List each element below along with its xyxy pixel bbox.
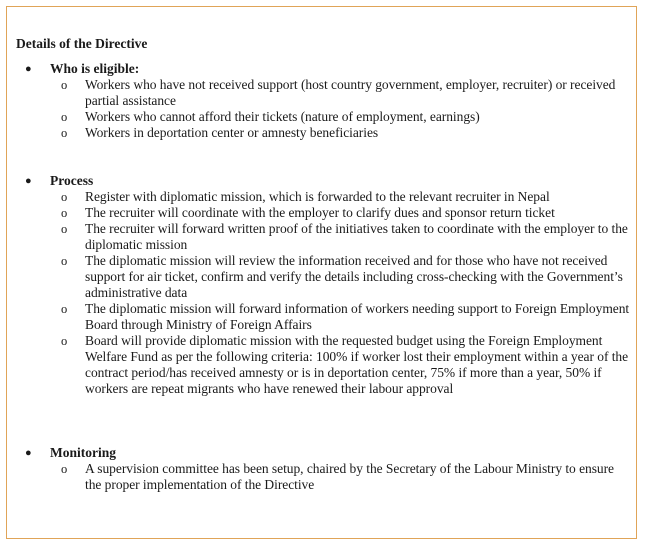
list-item-text: Workers who have not received support (host country government, employer, recruiter) or received partial assistance bbox=[85, 77, 616, 108]
bullet-icon: ● bbox=[25, 175, 32, 187]
section-label: Monitoring bbox=[50, 445, 116, 460]
sub-bullet-icon: o bbox=[61, 222, 68, 236]
sub-bullet-icon: o bbox=[61, 110, 68, 124]
list-item-text: The recruiter will forward written proof of the initiatives taken to coordinate with the employer to the diplomatic mission bbox=[85, 221, 628, 252]
section-label: Who is eligible: bbox=[50, 61, 140, 76]
sub-bullet-icon: o bbox=[61, 254, 68, 268]
document-title: Details of the Directive bbox=[16, 36, 148, 51]
sub-bullet-icon: o bbox=[61, 78, 68, 92]
section-heading bbox=[0, 61, 640, 77]
sub-list bbox=[0, 461, 640, 493]
section-heading bbox=[0, 173, 640, 189]
list-item bbox=[0, 301, 640, 333]
sub-bullet-icon: o bbox=[61, 302, 68, 316]
sub-bullet-icon: o bbox=[61, 462, 68, 476]
list-item-text: The recruiter will coordinate with the employer to clarify dues and sponsor return ticket bbox=[85, 205, 555, 220]
list-item-text: The diplomatic mission will forward information of workers needing support to Foreign Employment Board through Ministry of Foreign Affairs bbox=[85, 301, 630, 332]
list-item-text: The diplomatic mission will review the information received and for those who have not received support for air ticket, confirm and verify the details including cross-checking with the Government’s administrative data bbox=[85, 253, 623, 300]
sub-list bbox=[0, 77, 640, 141]
list-item-text: Register with diplomatic mission, which is forwarded to the relevant recruiter in Nepal bbox=[85, 189, 550, 204]
list-item bbox=[0, 461, 640, 493]
bullet-icon: ● bbox=[25, 63, 32, 75]
list-item-text: Workers in deportation center or amnesty beneficiaries bbox=[85, 125, 379, 140]
section-who-is-eligible bbox=[0, 61, 640, 141]
sub-bullet-icon: o bbox=[61, 126, 68, 140]
list-item-text: Workers who cannot afford their tickets (nature of employment, earnings) bbox=[85, 109, 480, 124]
section-monitoring bbox=[0, 445, 640, 493]
bullet-icon: ● bbox=[25, 447, 32, 459]
list-item bbox=[0, 205, 640, 221]
sub-list bbox=[0, 189, 640, 397]
section-label: Process bbox=[50, 173, 94, 188]
section-process bbox=[0, 173, 640, 397]
list-item bbox=[0, 221, 640, 253]
sub-bullet-icon: o bbox=[61, 190, 68, 204]
list-item bbox=[0, 189, 640, 205]
list-item-text: Board will provide diplomatic mission with the requested budget using the Foreign Employment Welfare Fund as per the following criteria: 100% if worker lost their employment within a year of the contract period/has received amnesty or is in deportation center, 75% if more than a year, 50% if workers are repeat migrants who have renewed their labour approval bbox=[85, 333, 629, 396]
list-item bbox=[0, 333, 640, 397]
list-item bbox=[0, 253, 640, 301]
list-item bbox=[0, 109, 640, 125]
section-heading bbox=[0, 445, 640, 461]
list-item bbox=[0, 77, 640, 109]
list-item-text: A supervision committee has been setup, chaired by the Secretary of the Labour Ministry to ensure the proper implementation of the Directive bbox=[85, 461, 615, 492]
list-item bbox=[0, 125, 640, 141]
sub-bullet-icon: o bbox=[61, 334, 68, 348]
sub-bullet-icon: o bbox=[61, 206, 68, 220]
